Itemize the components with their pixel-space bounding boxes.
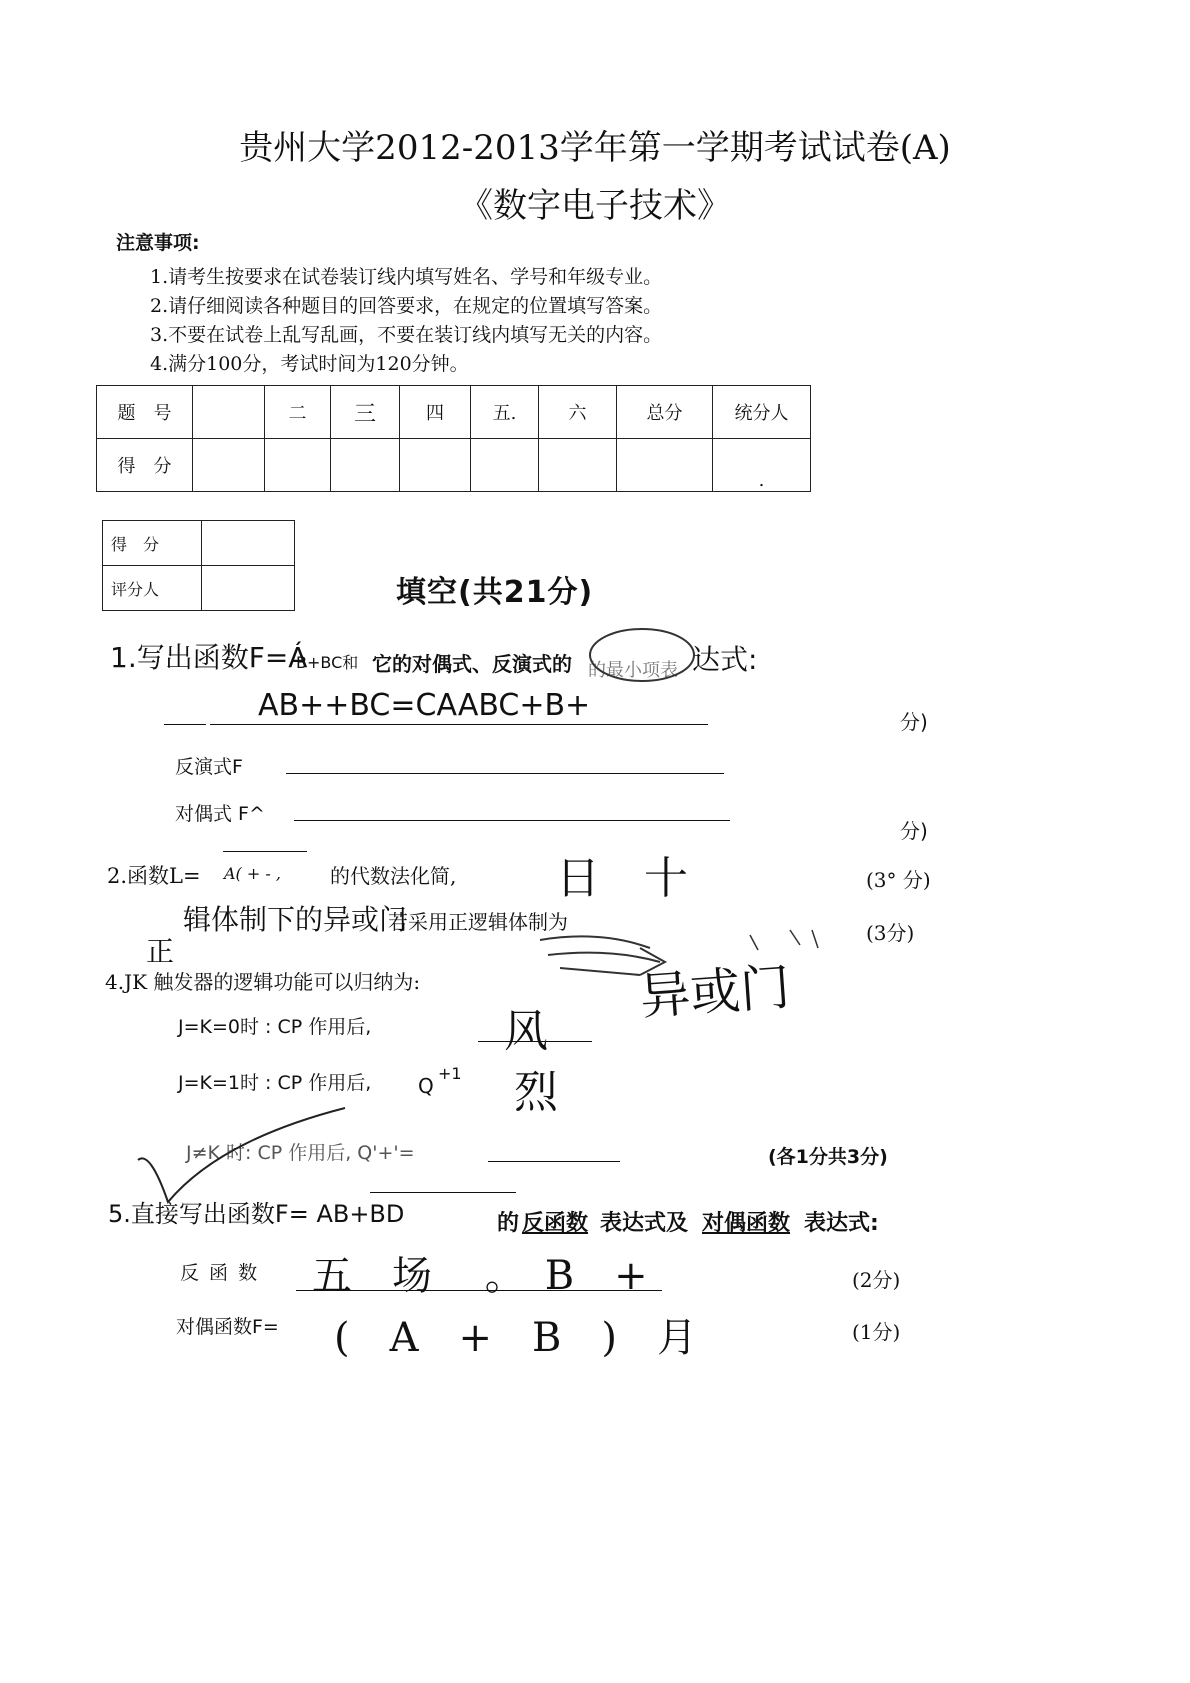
course-title: 《数字电子技术》 — [459, 186, 731, 226]
q1-text-a: 1.写出函数F=Á — [110, 641, 308, 674]
q5-inverse-label: 反 函 数 — [180, 1262, 260, 1284]
score-table-col-4: 四 — [400, 386, 471, 439]
q4-score: (各1分共3分) — [768, 1146, 888, 1168]
q1-answer-underline — [164, 724, 206, 725]
score-cell — [331, 439, 400, 492]
q1-score-2: 分) — [900, 819, 928, 843]
score-cell — [471, 439, 539, 492]
score-table-col-6: 六 — [539, 386, 617, 439]
q1-inverse-label: 反演式F — [175, 756, 243, 778]
q5-text-b: 的 — [497, 1211, 520, 1236]
q5-underline-dual: 对偶函数 — [702, 1211, 791, 1236]
grader-name-label: 评分人 — [103, 566, 202, 611]
q3-text-a: 辑体制下的异或门 — [183, 903, 408, 936]
q3-left-char: 正 — [146, 935, 175, 968]
notice-item-1: 1.请考生按要求在试卷装订线内填写姓名、学号和年级专业。 — [150, 266, 663, 288]
q1-text-c: 它的对偶式、反演式的 — [372, 652, 572, 676]
q2-overline — [223, 851, 307, 852]
score-cell — [400, 439, 471, 492]
score-table-col-tally: 统分人 — [713, 386, 811, 439]
section-title: 填空(共21分) — [396, 575, 594, 610]
q4-line-2: J=K=1时 : CP 作用后, — [178, 1072, 372, 1094]
q3-handwritten-answer: 异或门 — [638, 957, 793, 1027]
q1-text-d: 达式: — [692, 643, 758, 676]
score-cell — [265, 439, 331, 492]
q5-inverse-score: (2分) — [852, 1268, 901, 1292]
grader-name-value — [202, 566, 295, 611]
q5-underline-inverse: 反函数 — [522, 1211, 589, 1236]
q4-handwritten-2: 烈 — [514, 1067, 558, 1118]
q1-dual-label: 对偶式 F^ — [175, 803, 265, 825]
q2-score: (3° 分) — [866, 868, 931, 892]
q1-stamp: 的最小项表 — [588, 660, 678, 681]
score-table-row-label: 得 分 — [97, 439, 193, 492]
q2-text-b: 的代数法化简, — [330, 864, 457, 888]
q3-text-b: 若采用正逻辑体制为 — [388, 910, 568, 934]
q4-text: 4.JK 触发器的逻辑功能可以归纳为: — [105, 970, 421, 994]
q2-handwritten-answer: 日 十 — [556, 853, 688, 904]
q1-answer-underline — [210, 724, 708, 725]
q5-dual-label: 对偶函数F= — [176, 1316, 279, 1338]
q4-answer-line-3 — [488, 1161, 620, 1162]
notice-item-4: 4.满分100分，考试时间为120分钟。 — [150, 353, 469, 375]
q4-line-3: J≠K 时: CP 作用后, Q'+'= — [186, 1142, 415, 1164]
score-cell: . — [713, 439, 811, 492]
q5-text-a: 5.直接写出函数F= AB+BD — [108, 1200, 405, 1228]
q1-answer: AB++BC=CAABC+B+ — [258, 688, 591, 723]
score-table — [96, 385, 811, 492]
q1-score-1: 分) — [900, 710, 928, 734]
notice-heading: 注意事项: — [116, 232, 200, 254]
q5-inverse-line — [296, 1290, 662, 1291]
score-table-col-5: 五. — [471, 386, 539, 439]
q5-overline — [370, 1192, 516, 1193]
q4-q-symbol: Q — [418, 1074, 434, 1098]
exam-title: 贵州大学2012-2013学年第一学期考试试卷(A) — [239, 128, 951, 168]
grader-box — [102, 520, 295, 611]
score-table-col-total: 总分 — [617, 386, 713, 439]
q4-answer-line-1 — [478, 1041, 592, 1042]
q1-text-b: B+BC和 — [296, 653, 359, 672]
q3-score: (3分) — [866, 921, 915, 945]
q5-dual-answer: ( A + B ) 月 — [334, 1315, 698, 1361]
score-table-header-label: 题 号 — [97, 386, 193, 439]
q5-text-d: 表达式: — [804, 1211, 879, 1236]
q1-inverse-line — [286, 773, 724, 774]
q5-inverse-answer: 五 场 。 B + — [312, 1253, 648, 1299]
q2-text-a: 2.函数L= — [107, 864, 201, 888]
q2-formula: A( + - , — [224, 864, 281, 883]
q4-line-1: J=K=0时 : CP 作用后, — [178, 1016, 372, 1038]
score-table-col-2: 二 — [265, 386, 331, 439]
q4-q-superscript: +1 — [438, 1064, 462, 1083]
score-cell — [539, 439, 617, 492]
score-cell — [193, 439, 265, 492]
notice-item-3: 3.不要在试卷上乱写乱画，不要在装订线内填写无关的内容。 — [150, 324, 663, 346]
grader-score-value — [202, 521, 295, 566]
q4-handwritten-1: 风 — [504, 1006, 548, 1057]
grader-score-label: 得 分 — [103, 521, 202, 566]
q5-dual-score: (1分) — [852, 1320, 901, 1344]
notice-item-2: 2.请仔细阅读各种题目的回答要求，在规定的位置填写答案。 — [150, 295, 663, 317]
score-table-col-1 — [193, 386, 265, 439]
score-cell — [617, 439, 713, 492]
q1-dual-line — [294, 820, 730, 821]
q5-text-c: 表达式及 — [600, 1211, 689, 1236]
score-table-col-3: 三 — [331, 386, 400, 439]
